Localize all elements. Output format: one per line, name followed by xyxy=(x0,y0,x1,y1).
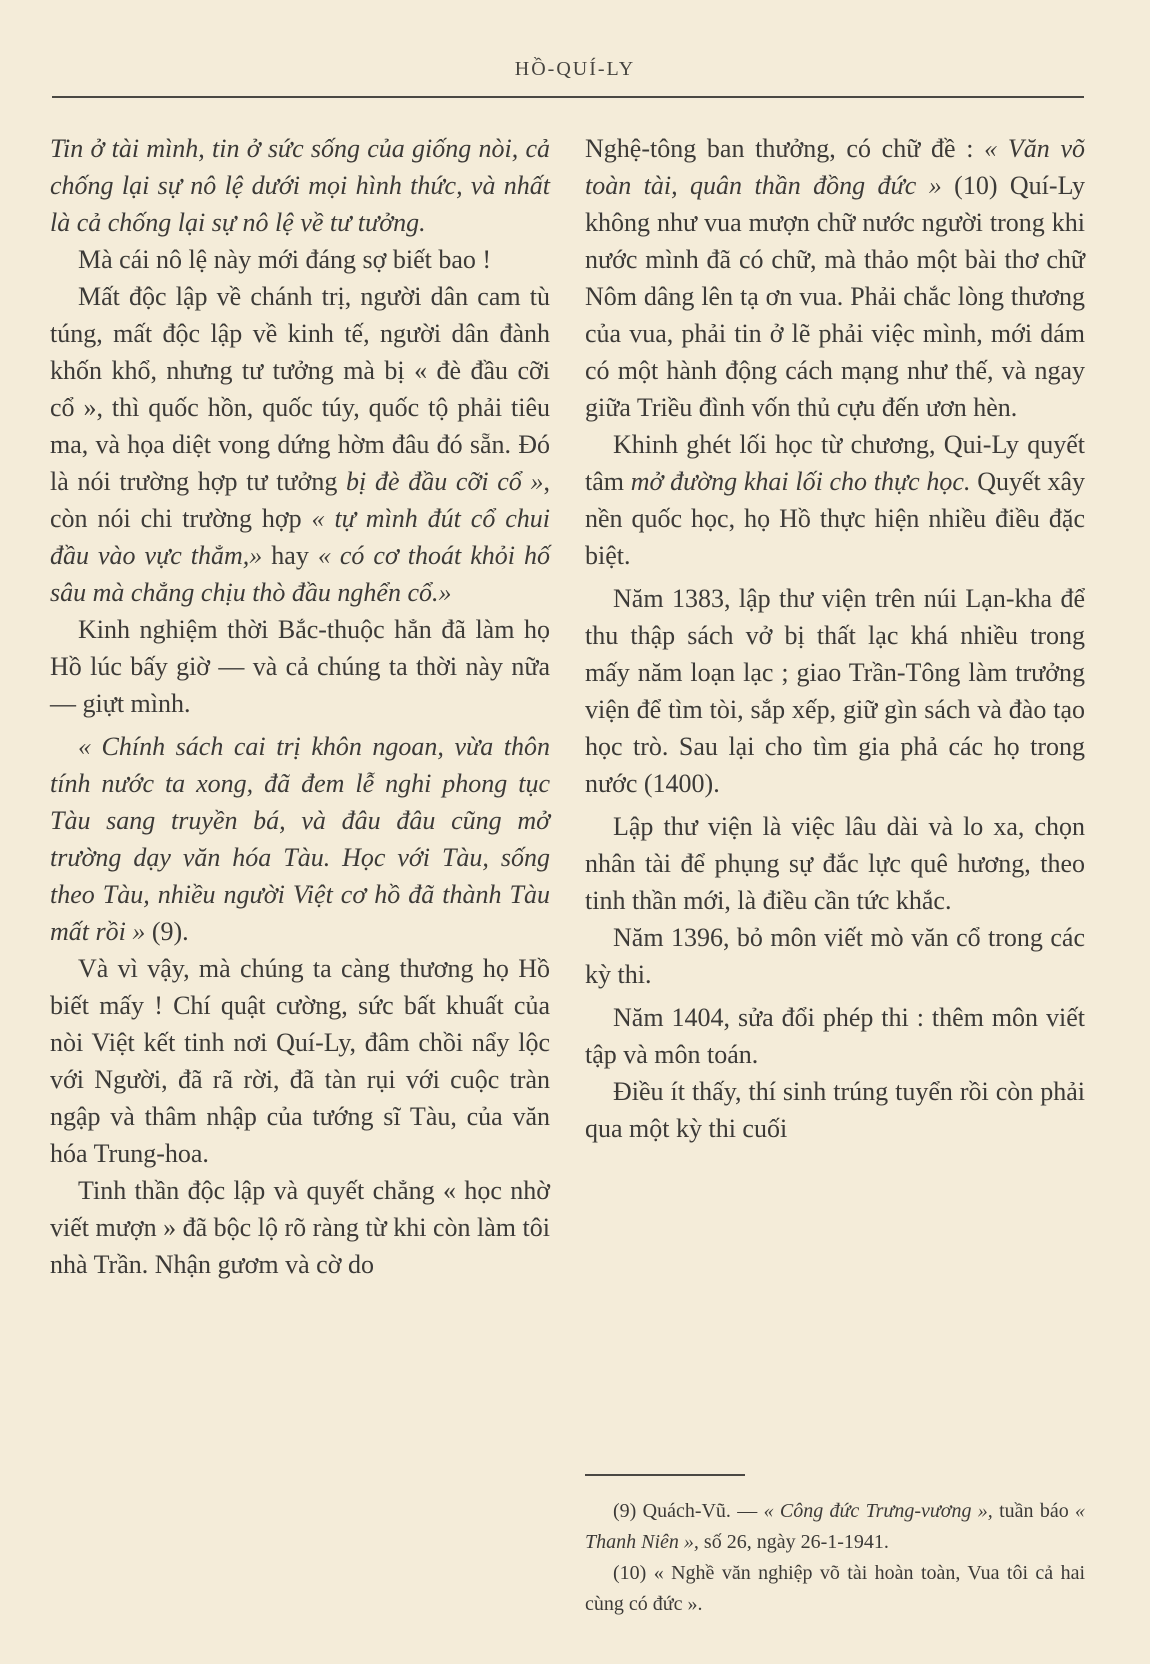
text-run: Nghệ-tông ban thưởng, có chữ đề : xyxy=(585,134,974,163)
italic-text: mở đường khai lối cho thực học. xyxy=(630,467,971,496)
paragraph xyxy=(50,130,550,241)
italic-text: Tin ở tài mình, tin ở sức sống của giống nòi, cả chống lại sự nô lệ dưới mọi hình thức, và nhất là cả chống lại sự nô lệ về tư tưởng. xyxy=(50,134,550,237)
text-run: Khinh ghét lối học từ chương, Qui-Ly quyết tâm xyxy=(585,430,1085,496)
paragraph: Năm 1396, bỏ môn viết mò văn cổ trong các kỳ thi. xyxy=(585,923,1085,989)
italic-text: « có cơ thoát khỏi hố sâu mà chẳng chịu thò đầu nghển cổ.» xyxy=(50,541,550,607)
paragraph: Năm 1383, lập thư viện trên núi Lạn-kha để thu thập sách vở bị thất lạc khá nhiều trong mấy năm loạn lạc ; giao Trần-Tông làm trưởng viện để tìm tòi, sắp xếp, giữ gìn sách và đào tạo học trò. Sau lại cho tìm gia phả các họ trong nước (1400). xyxy=(585,584,1085,798)
right-column xyxy=(585,130,1085,1147)
header-rule xyxy=(52,96,1084,98)
paragraph xyxy=(50,728,550,950)
paragraph: Điều ít thấy, thí sinh trúng tuyển rồi còn phải qua một kỳ thi cuối xyxy=(585,1077,1085,1143)
italic-text: « Công đức Trưng-vương », xyxy=(763,1500,993,1522)
paragraph: Kinh nghiệm thời Bắc-thuộc hẳn đã làm họ Hồ lúc bấy giờ — và cả chúng ta thời này nữa — giựt mình. xyxy=(50,615,550,718)
text-run: (9) Quách-Vũ. — xyxy=(613,1500,758,1522)
text-run: tuần báo xyxy=(999,1500,1069,1522)
text-run: số 26, ngày 26-1-1941. xyxy=(703,1531,889,1553)
footnote-9 xyxy=(585,1496,1085,1558)
paragraph: Lập thư viện là việc lâu dài và lo xa, chọn nhân tài để phụng sự đắc lực quê hương, theo tinh thần mới, là điều cần tức khắc. xyxy=(585,812,1085,915)
paragraph xyxy=(585,130,1085,426)
italic-text: « tự mình đút cổ chui đầu vào vực thẳm,» xyxy=(50,504,550,570)
italic-text: bị đè đầu cỡi cổ » xyxy=(346,467,544,496)
italic-text: « Văn võ toàn tài, quân thần đồng đức » xyxy=(585,134,1085,200)
footnotes xyxy=(585,1496,1085,1620)
paragraph: Tinh thần độc lập và quyết chẳng « học nhờ viết mượn » đã bộc lộ rõ ràng từ khi còn làm tôi nhà Trần. Nhận gươm và cờ do xyxy=(50,1176,550,1279)
paragraph: Và vì vậy, mà chúng ta càng thương họ Hồ biết mấy ! Chí quật cường, sức bất khuất của nòi Việt kết tinh nơi Quí-Ly, đâm chồi nẩy lộc với Người, đã rã rời, đã tàn rụi với cuộc tràn ngập và thâm nhập của tướng sĩ Tàu, của văn hóa Trung-hoa. xyxy=(50,954,550,1168)
paragraph xyxy=(585,426,1085,574)
italic-text: « Chính sách cai trị khôn ngoan, vừa thôn tính nước ta xong, đã đem lễ nghi phong tục Tàu sang truyền bá, và đâu đâu cũng mở trường dạy văn hóa Tàu. Học với Tàu, sống theo Tàu, nhiều người Việt cơ hồ đã thành Tàu mất rồi » xyxy=(50,732,550,946)
paragraph: Năm 1404, sửa đổi phép thi : thêm môn viết tập và môn toán. xyxy=(585,1003,1085,1069)
footnote-ref: (9). xyxy=(151,917,189,946)
text-run: , còn nói chi trường hợp xyxy=(50,467,550,533)
text-run: (10) Quí-Ly không như vua mượn chữ nước người trong khi nước mình đã có chữ, mà thảo một bài thơ chữ Nôm dâng lên tạ ơn vua. Phải chắc lòng thương của vua, phải tin ở lẽ phải việc mình, mới dám có một hành động cách mạng như thế, và ngay giữa Triều đình vốn thủ cựu đến ươn hèn. xyxy=(585,171,1086,422)
paragraph xyxy=(50,278,550,611)
running-header: HỒ-QUÍ-LY xyxy=(514,58,636,80)
text-run: hay xyxy=(271,541,309,570)
left-column xyxy=(50,130,550,1283)
paragraph: Mà cái nô lệ này mới đáng sợ biết bao ! xyxy=(78,245,492,274)
italic-text: « Thanh Niên », xyxy=(585,1500,1086,1553)
footnote-rule xyxy=(585,1474,745,1476)
footnote-10: (10) « Nghề văn nghiệp võ tài hoàn toàn, Vua tôi cả hai cùng có đức ». xyxy=(585,1562,1085,1615)
text-run: Mất độc lập về chánh trị, người dân cam tù túng, mất độc lập về kinh tế, người dân đành khốn khổ, nhưng tư tưởng mà bị « đè đầu cỡi cổ », thì quốc hồn, quốc túy, quốc tộ phải tiêu ma, và họa diệt vong dứng hờm đâu đó sẵn. Đó là nói trường hợp tư tưởng xyxy=(50,282,550,496)
text-run: Quyết xây nền quốc học, họ Hồ thực hiện nhiều điều đặc biệt. xyxy=(585,467,1085,570)
